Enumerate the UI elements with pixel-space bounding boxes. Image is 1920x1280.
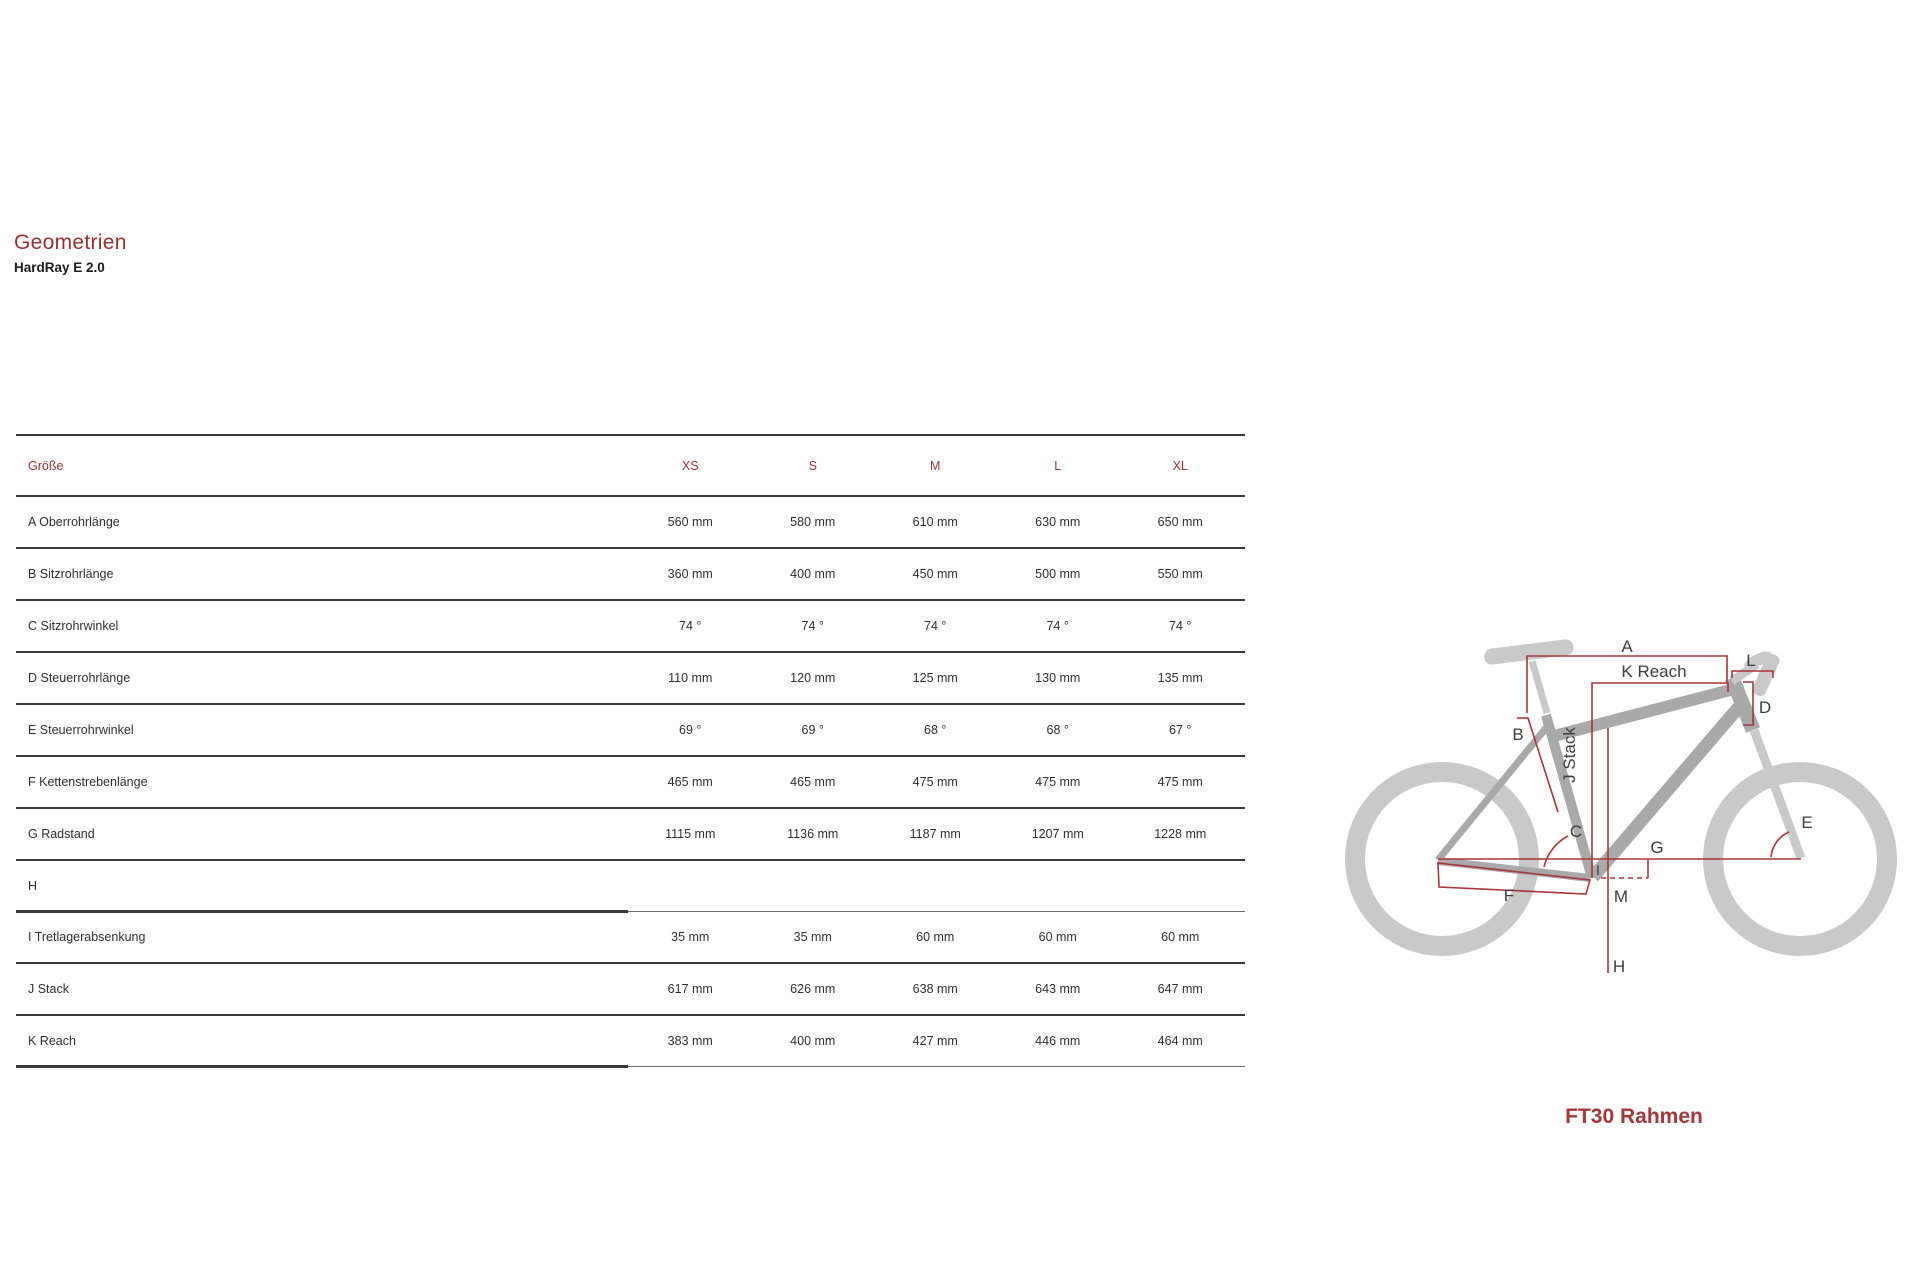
frame-geometry-diagram [1280, 560, 1920, 1160]
column-header-size: Größe [28, 458, 64, 473]
row-label: A Oberrohrlänge [28, 515, 120, 529]
table-row [16, 964, 1245, 1016]
diagram-caption: FT30 Rahmen [1565, 1105, 1703, 1128]
cell-value: 475 mm [1157, 775, 1203, 789]
cell-value: 465 mm [667, 775, 713, 789]
row-label: K Reach [28, 1034, 76, 1048]
cell-value: 550 mm [1157, 567, 1203, 581]
cell-value: 74 ° [1169, 619, 1192, 633]
dim-label-b: B [1512, 725, 1524, 744]
dim-label-m: M [1613, 887, 1629, 906]
cell-value: 626 mm [790, 982, 836, 996]
page-subtitle: HardRay E 2.0 [14, 260, 105, 275]
cell-value: 74 ° [1046, 619, 1069, 633]
cell-value: 643 mm [1035, 982, 1081, 996]
cell-value: 580 mm [790, 515, 836, 529]
cell-value: 360 mm [667, 567, 713, 581]
cell-value: 427 mm [912, 1034, 958, 1048]
table-row [16, 705, 1245, 757]
row-label: E Steuerrohrwinkel [28, 723, 134, 737]
row-label: B Sitzrohrlänge [28, 567, 114, 581]
cell-value: 125 mm [912, 671, 958, 685]
cell-value: 69 ° [679, 723, 702, 737]
cell-value: 560 mm [667, 515, 713, 529]
table-row [16, 497, 1245, 549]
cell-value: 1187 mm [909, 827, 961, 841]
cell-value: 68 ° [1046, 723, 1069, 737]
dim-label-h: H [1612, 957, 1626, 976]
cell-value: 120 mm [790, 671, 836, 685]
table-row [16, 809, 1245, 861]
cell-value: 1207 mm [1031, 827, 1084, 841]
cell-value: 617 mm [667, 982, 713, 996]
column-header-l: L [1054, 458, 1062, 473]
cell-value: 500 mm [1035, 567, 1081, 581]
cell-value: 110 mm [668, 671, 713, 685]
cell-value: 68 ° [924, 723, 947, 737]
table-row [16, 757, 1245, 809]
column-header-xs: XS [681, 458, 699, 473]
cell-value: 400 mm [790, 567, 836, 581]
column-header-xl: XL [1172, 458, 1188, 473]
cell-value: 135 mm [1157, 671, 1203, 685]
cell-value: 464 mm [1157, 1034, 1203, 1048]
column-header-s: S [808, 458, 817, 473]
dim-label-a: A [1621, 637, 1633, 656]
row-label: H [28, 879, 38, 893]
dim-label-f: F [1503, 886, 1515, 905]
cell-value: 67 ° [1169, 723, 1192, 737]
cell-value: 630 mm [1035, 515, 1081, 529]
table-header-row [16, 436, 1245, 497]
table-row [16, 653, 1245, 705]
column-header-m: M [930, 458, 941, 473]
page-title: Geometrien [14, 231, 127, 254]
table-row [16, 549, 1245, 601]
row-label: J Stack [28, 982, 69, 996]
row-label: C Sitzrohrwinkel [28, 619, 119, 633]
cell-value: 74 ° [679, 619, 702, 633]
cell-value: 60 mm [1038, 930, 1077, 944]
table-row [16, 1016, 1245, 1067]
cell-value: 475 mm [912, 775, 958, 789]
cell-value: 1136 mm [787, 827, 839, 841]
dim-label-l: L [1746, 651, 1756, 670]
cell-value: 465 mm [790, 775, 836, 789]
row-label: D Steuerrohrlänge [28, 671, 131, 685]
cell-value: 475 mm [1035, 775, 1081, 789]
cell-value: 446 mm [1035, 1034, 1081, 1048]
table-row [16, 601, 1245, 653]
row-label: I Tretlagerabsenkung [28, 930, 146, 944]
cell-value: 450 mm [912, 567, 958, 581]
cell-value: 60 mm [1161, 930, 1200, 944]
cell-value: 400 mm [790, 1034, 836, 1048]
cell-value: 1228 mm [1154, 827, 1207, 841]
cell-value: 35 mm [793, 930, 832, 944]
table-row [16, 912, 1245, 964]
cell-value: 638 mm [912, 982, 958, 996]
dim-label-g: G [1650, 838, 1664, 857]
geometry-table [16, 434, 1245, 1067]
cell-value: 383 mm [667, 1034, 713, 1048]
table-row [16, 861, 1245, 912]
cell-value: 60 mm [916, 930, 955, 944]
dim-label-e: E [1801, 813, 1813, 832]
row-label: F Kettenstrebenlänge [28, 775, 148, 789]
cell-value: 74 ° [801, 619, 824, 633]
cell-value: 69 ° [801, 723, 824, 737]
cell-value: 610 mm [912, 515, 958, 529]
cell-value: 35 mm [671, 930, 710, 944]
cell-value: 1115 mm [665, 827, 716, 841]
dim-label-k-reach: K Reach [1621, 662, 1687, 681]
dim-label-d: D [1758, 698, 1772, 717]
cell-value: 647 mm [1157, 982, 1203, 996]
dim-label-c: C [1569, 822, 1583, 841]
dim-label-i: I [1596, 862, 1600, 878]
cell-value: 74 ° [924, 619, 947, 633]
cell-value: 130 mm [1035, 671, 1081, 685]
row-label: G Radstand [28, 827, 95, 841]
dim-label-j-stack: J Stack [1560, 727, 1579, 783]
cell-value: 650 mm [1157, 515, 1203, 529]
